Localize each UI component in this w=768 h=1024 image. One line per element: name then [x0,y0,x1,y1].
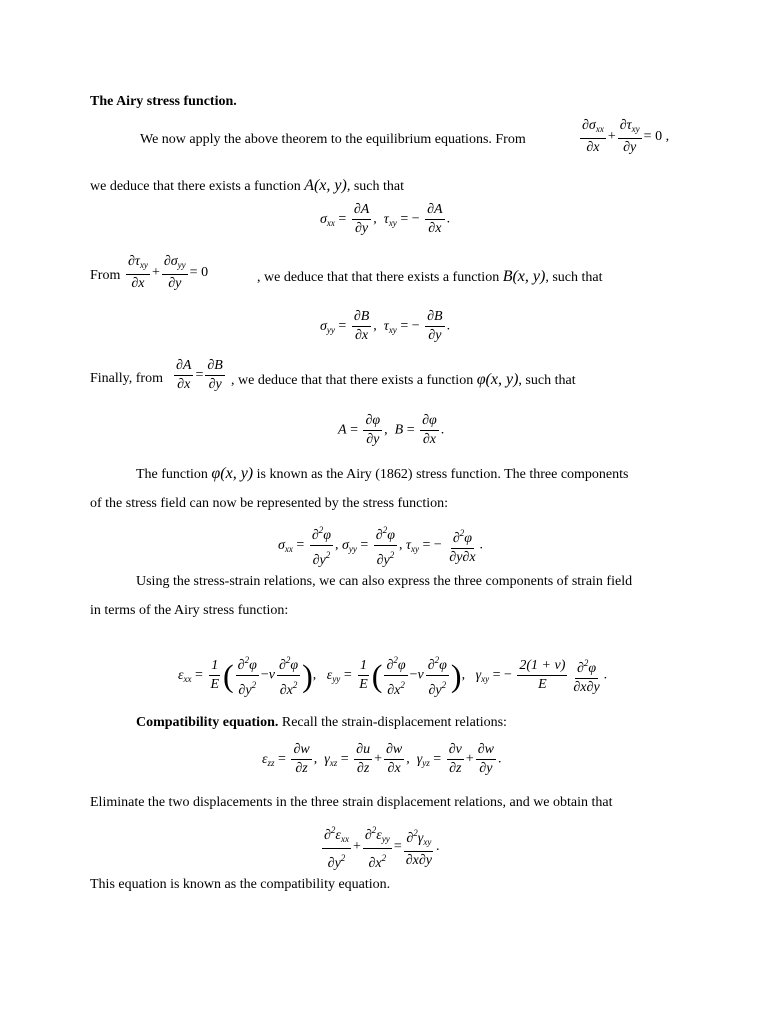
paragraph-1-text: we deduce that there exists a function [90,179,301,194]
paragraph-5-line-2: in terms of the Airy stress function: [90,603,289,618]
equation-compatibility: $\frac{\partial^2\varepsilon_{xx}}{\partial y^2}$ + $\frac{\partial^2\varepsilon_{yy}}{\partial x^2}$ = $\frac{\partial^2\gamma_{xy}}{\partial x\partial y}$ . [320,822,439,872]
equation-strain-field: $\varepsilon_{xx}$ = $\frac{1}{E}$ ( $\frac{\partial^2\varphi}{\partial y^2}$ −ν $\frac{\partial^2\varphi}{\partial x^2}$ ), $\varepsilon_{yy}$ = $\frac{1}{E}$ ( $\frac{\partial^2\varphi}{\partial x^2}$ −ν $\frac{\partial^2\varphi}{\partial y^2}$ ), $\gamma_{xy}$ = − $\frac{2(1 + \nu)}{E}$ $\frac{\partial^2\varphi}{\partial x\partial y}$ . [178,652,607,699]
compatibility-line [136,715,507,731]
paragraph-3-start: Finally, from [90,371,163,386]
function-phi-inline: φ(x, y) [211,465,254,482]
equation-B-derivatives: $\sigma_{yy}$ = $\frac{\partial B}{\partial x}$ , $\tau_{xy}$ = − $\frac{\partial B}{\partial y}$ . [320,309,451,343]
paragraph-2-line [257,268,603,286]
function-A: A(x, y) [304,177,347,194]
paragraph-1-end: , such that [346,179,404,194]
paragraph-5-line-1: Using the stress-strain relations, we can also express the three components of strain field [136,574,633,589]
paragraph-3-line [231,371,576,389]
equation-A-B-relation: $\frac{\partial A}{\partial x}$ = $\frac{\partial B}{\partial y}$ [176,358,223,392]
function-phi: φ(x, y) [476,371,519,388]
paragraph-1-line-1: We now apply the above theorem to the equilibrium equations. From [140,132,526,147]
equation-phi-derivatives: A = $\frac{\partial\varphi}{\partial y}$ , B = $\frac{\partial\varphi}{\partial x}$ . [338,413,445,447]
paragraph-2-start: From [90,268,121,283]
compatibility-text: Recall the strain-displacement relations: [278,715,507,730]
compatibility-heading: Compatibility equation. [136,715,279,730]
paragraph-2-text: , we deduce that that there exists a function [257,270,500,285]
equilibrium-equation-2: $\frac{\partial\tau_{xy}}{\partial x}$ + $\frac{\partial\sigma_{yy}}{\partial y}$ = 0 [128,254,209,291]
paragraph-1-line-2 [90,177,404,195]
paragraph-3-text: , we deduce that that there exists a function [231,373,474,388]
equation-stress-field: $\sigma_{xx}$ = $\frac{\partial^2\varphi}{\partial y^2}$ , $\sigma_{yy}$ = $\frac{\partial^2\varphi}{\partial y^2}$ , $\tau_{xy}$ = − $\frac{\partial^2\varphi}{\partial y\partial x}$ . [278,522,483,569]
paragraph-4-text-a: The function [136,467,208,482]
paragraph-4-line-1 [136,465,628,483]
function-B: B(x, y) [502,268,546,285]
paragraph-4-line-2: of the stress field can now be represented by the stress function: [90,496,449,511]
paragraph-7: This equation is known as the compatibility equation. [90,877,391,892]
paragraph-4-text-b: is known as the Airy (1862) stress function. The three components [256,467,629,482]
paragraph-6: Eliminate the two displacements in the three strain displacement relations, and we obtain that [90,795,613,810]
equilibrium-equation-1: $\frac{\partial\sigma_{xx}}{\partial x}$ + $\frac{\partial\tau_{xy}}{\partial y}$ = 0 , [582,118,670,155]
paragraph-2-end: , such that [545,270,603,285]
equation-strain-displacement: $\varepsilon_{zz}$ = $\frac{\partial w}{\partial z}$ , $\gamma_{xz}$ = $\frac{\partial u}{\partial z}$ + $\frac{\partial w}{\partial x}$ , $\gamma_{yz}$ = $\frac{\partial v}{\partial z}$ + $\frac{\partial w}{\partial y}$ . [262,742,502,776]
equation-A-derivatives: $\sigma_{xx}$ = $\frac{\partial A}{\partial y}$ , $\tau_{xy}$ = − $\frac{\partial A}{\partial x}$ . [320,202,451,236]
section-title: The Airy stress function. [90,94,237,109]
paragraph-3-end: , such that [518,373,576,388]
